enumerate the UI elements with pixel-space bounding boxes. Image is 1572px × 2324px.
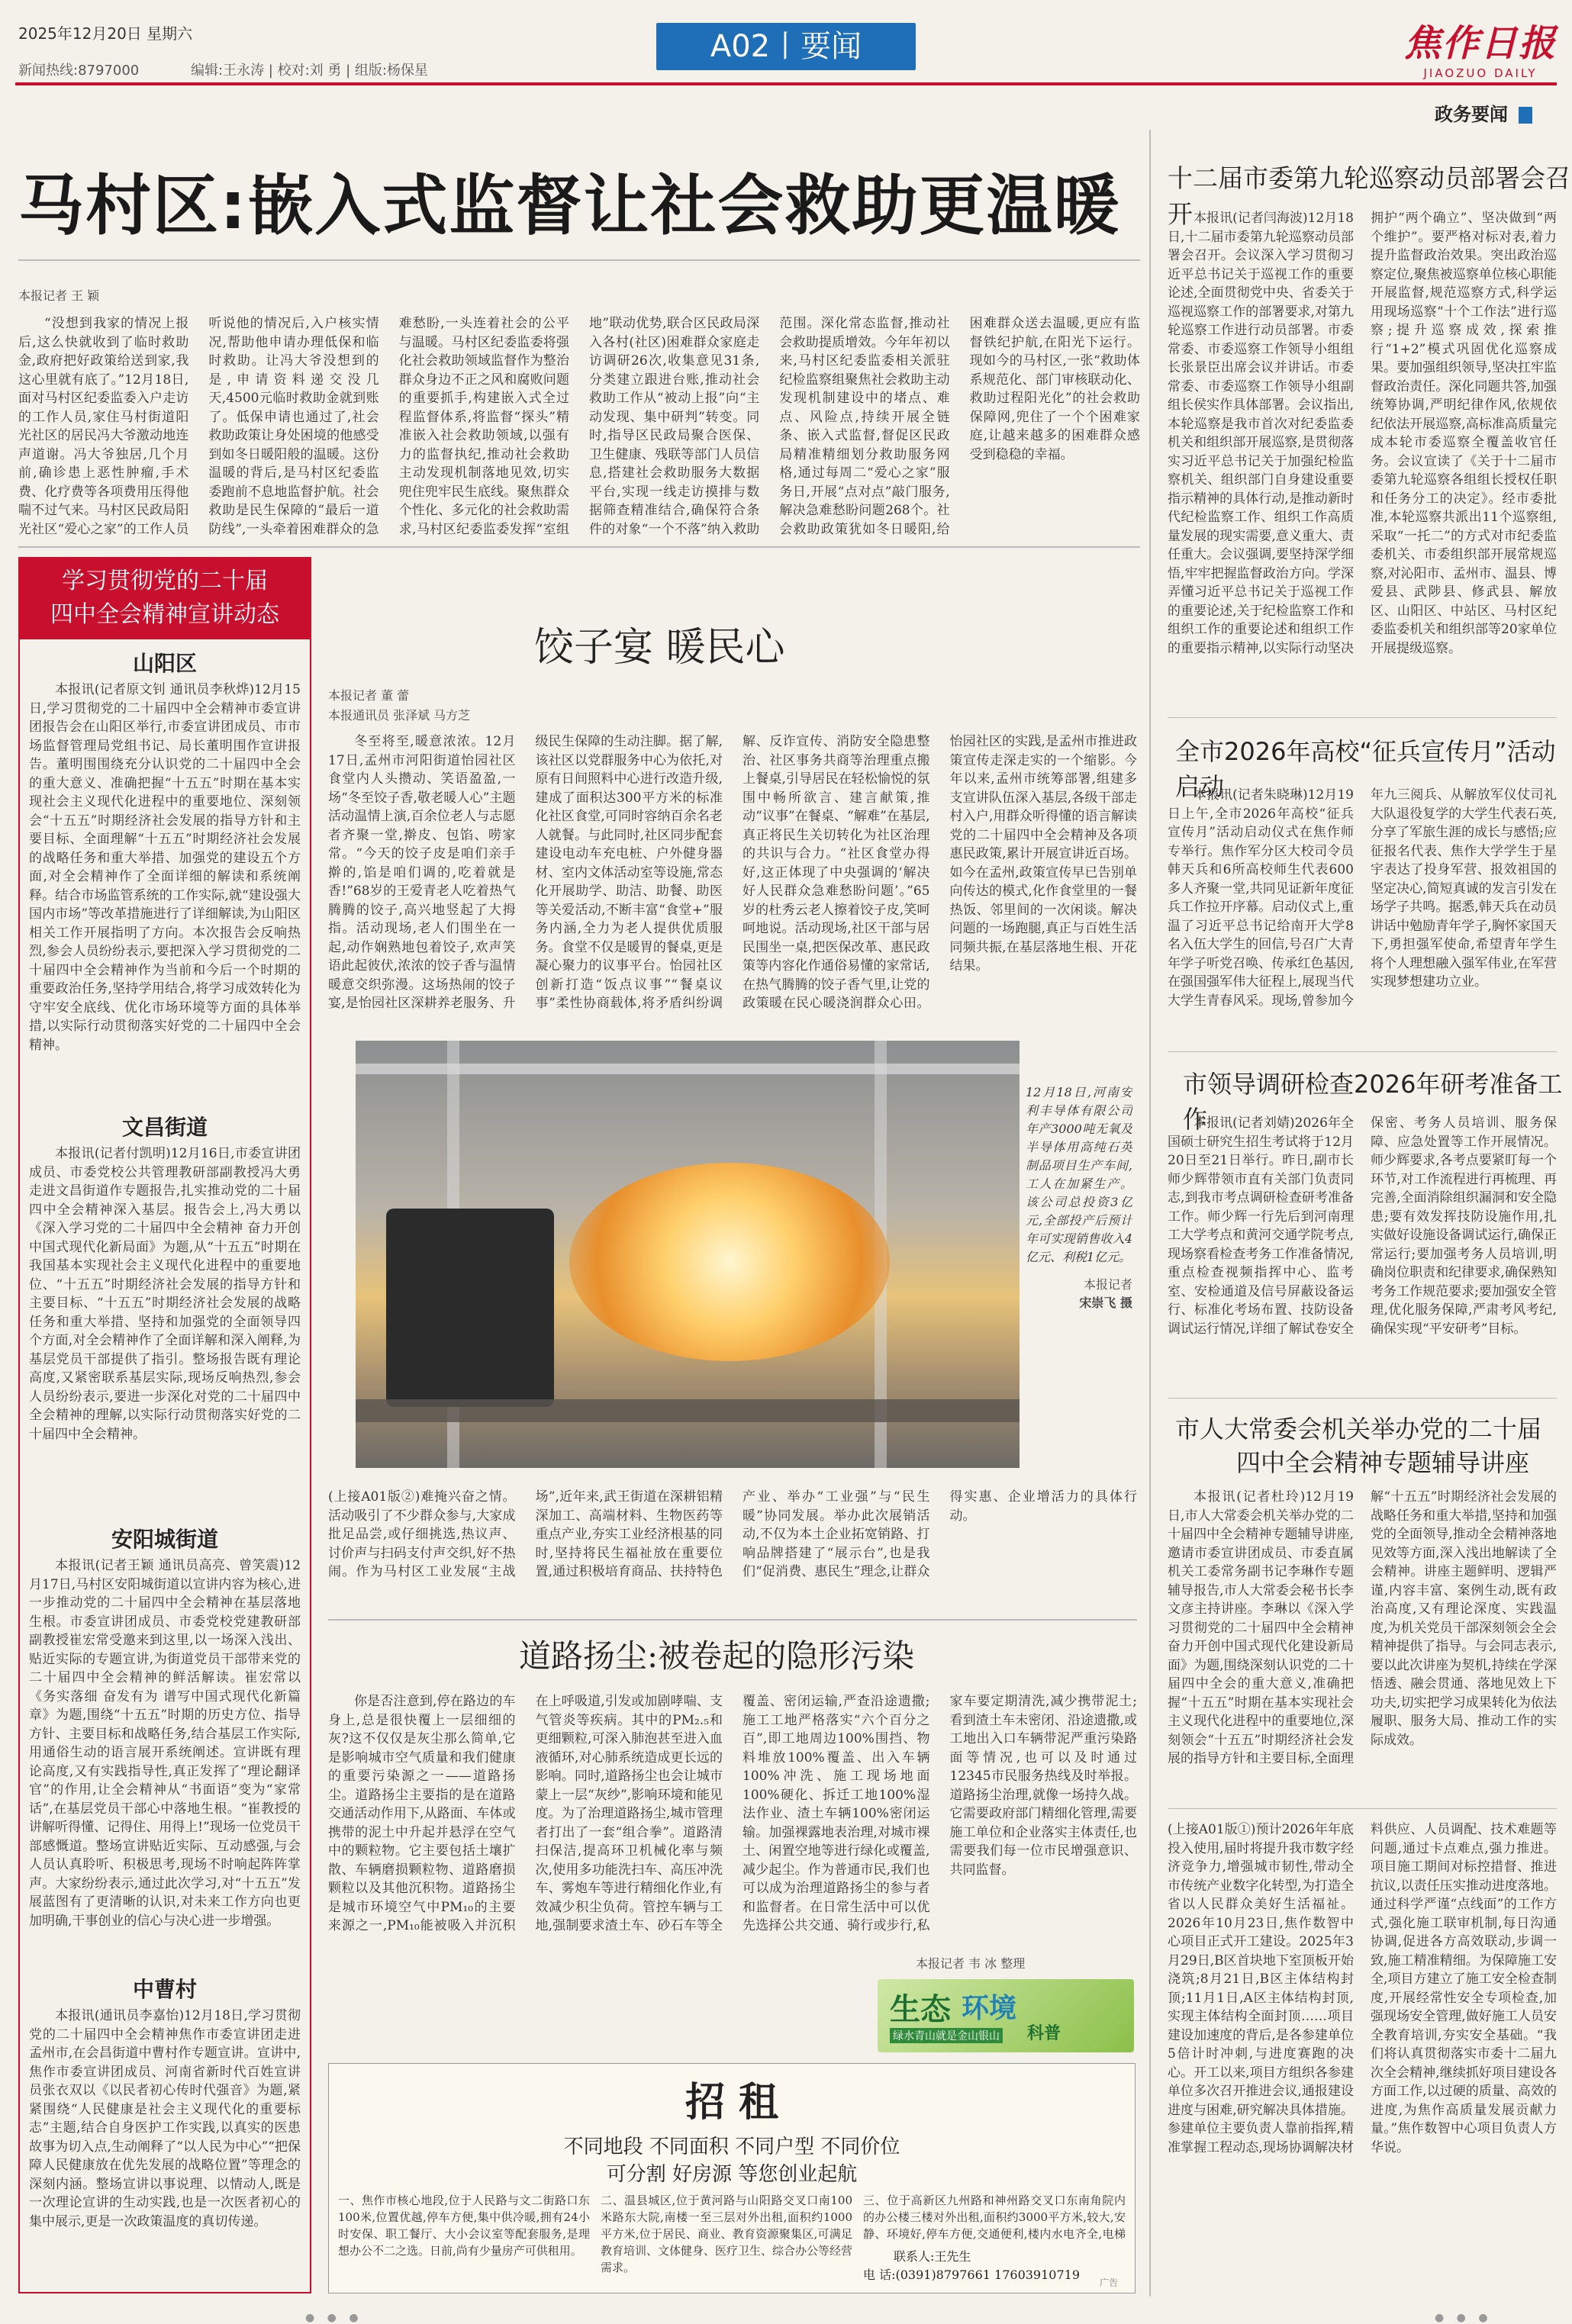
continued2-text: (上接A01版①)预计2026年年底投入使用,届时将提升我市数字经济竞争力,增强城市韧性,带动全市传统产业数字化转型,为打造全省以人民群众美好生活福祉。2026年10月23日,焦作数智中心项目正式开工建设。2025年3月29日,B区首块地下室顶板开始浇筑;8月21日,B区主体结构封顶;11月1日,A区主体结构封顶,实现主体结构全面封顶……项目建设加速度的背后,是各参建单位5倍计时冲刺,与进度赛跑的决心。开工以来,项目方组织各参建单位多次召开推进会议,通报建设进度与困难,研究解决具体措施。参建单位主要负责人靠前指挥,精准掌握工程动态,现场协调解决材料供应、人员调配、技术难题等问题,通过卡点难点,强力推进。项目施工期间对标控措督、推进抗议,以责任压实推动进度落地。通过科学严谨“点线面”的工作方式,强化施工联审机制,每日沟通协调,促进各方高效联动,步调一致,施工精准精细。为保障施工安全,项目方建立了施工安全检查制度,开展经常性安全专项检查,加强现场安全管理,做好施工人员安全教育培训,夯实安全基础。“我们将认真贯彻落实市委十二届九次全会精神,继续抓好项目建设各方面工作,以过硬的质量、高效的进度,为焦作高质量发展贡献力量。”焦作数智中心项目负责人方华说。 — [1168, 1822, 1557, 2155]
dumpling-body — [328, 732, 1137, 1039]
dumpling-byline-1: 本报记者 董 蕾 — [328, 688, 410, 703]
section-tag — [1435, 99, 1532, 126]
ad-slogan2: 可分割 好房源 等您创业起航 — [606, 2163, 858, 2186]
sidebar-head-1: 山阳区 — [132, 651, 197, 676]
dumpling-text: 冬至将至,暖意浓浓。12月17日,孟州市河阳街道怡园社区食堂内人头攒动、笑语盈盈,一场“冬至饺子香,敬老暖人心”主题活动温情上演,百余位老人与志愿者齐聚一堂,擀皮、包馅、唠家常。“今天的饺子皮是咱们亲手擀的,馅是咱们调的,吃着就是香!”68岁的王爱青老人吃着热气腾腾的饺子,高兴地竖起了大拇指。活动现场,老人们围坐在一起,动作娴熟地包着饺子,欢声笑语此起彼伏,浓浓的饺子香与温情暖意交织弥漫。这场热闹的饺子宴,是怡园社区深耕养老服务、升级民生保障的生动注脚。据了解,该社区以党群服务中心为依托,对原有日间照料中心进行改造升级,建成了面积达300平方米的标准化社区食堂,可同时容纳百余名老人就餐。与此同时,社区同步配套建设电动车充电桩、户外健身器材、室内文体活动室等设施,常态化开展助学、助洁、助餐、助医等关爱活动,不断丰富“食堂+”服务内涵,全力为老人提供优质服务。食堂不仅是暖胃的餐桌,更是凝心聚力的议事平台。怡园社区创新打造“饭点议事”“餐桌议事”柔性协商载体,将矛盾纠纷调解、反诈宣传、消防安全隐患整治、社区事务共商等治理重点搬上餐桌,引导居民在轻松愉悦的氛围中畅所欲言、建言献策,推动“议事”在餐桌、“解难”在基层,真正将民生关切转化为社区治理的共识与合力。“社区食堂办得好,这正体现了中央强调的‘解决好人民群众急难愁盼问题’。”65岁的杜秀云老人擦着饺子皮,笑呵呵地说。活动现场,社区干部与居民围坐一桌,把医保改革、惠民政策等内容化作通俗易懂的家常话,在热气腾腾的饺子香气里,让党的政策暖在民心暖浇润群众心田。怡园社区的实践,是孟州市推进政策宣传走深走实的一个缩影。今年以来,孟州市统筹部署,组建多支宣讲队伍深入基层,各级干部走村入户,用群众听得懂的语言解读党的二十届四中全会精神及各项惠民政策,累计开展宣讲近百场。如今在孟州,政策宣传早已告别单向传达的模式,化作食堂里的一餐热饭、邻里间的一次闲谈。解决问题的一场跑腿,真正与百姓生活同频共振,在基层落地生根、开花结果。 — [328, 734, 1137, 1011]
masthead-rule — [15, 82, 1557, 85]
photo-caption: 12月18日,河南安利丰导体有限公司年产3000吨无氧及半导体用高纯石英制品项目生产车间,工人在加紧生产。该公司总投资3亿元,全部投产后预计年可实现销售收入4亿元、利税1亿元。 — [1026, 1085, 1132, 1264]
eco-slogan: 绿水青山就是金山银山 — [890, 2028, 1003, 2043]
sidebar-section-4 — [20, 1968, 310, 2258]
exam-title: 市领导调研检查2026年研考准备工作 — [1183, 1070, 1563, 1134]
page-label — [656, 23, 916, 70]
inspection-title: 十二届市委第九轮巡察动员部署会召开 — [1168, 163, 1570, 229]
ad-phone: 电 话:(0391)8797661 17603910719 — [863, 2268, 1081, 2282]
sidebar-text-4: 本报讯(通讯员李嘉怡)12月18日,学习贯彻党的二十届四中全会精神焦作市委宣讲团走进孟州市,在会昌街道中曹村作专题宣讲。宣讲中,焦作市委宣讲团成员、河南省新时代百姓宣讲员张衣双以《以民者初心传时代强音》为题,紧紧围绕“人民健康是社会主义现代化的重要标志”主题,结合自身医护工作实践,以真实的医患故事为切入点,生动阐释了“以人民为中心”“把保障人民健康放在优先发展的战略位置”等理念的深刻内涵。整场宣讲以事说理、以情动人,既是一次理论宣讲的生动实践,也是一次医者初心的集中展示,更是一次政策温度的真切传递。 — [29, 2008, 301, 2229]
lead-title-rule — [18, 259, 1140, 261]
lead-byline: 本报记者 王 颖 — [18, 288, 100, 303]
exam-text: 本报讯(记者刘婧)2026年全国硕士研究生招生考试将于12月20日至21日举行。昨日,副市长师少辉带领市直有关部门负责同志,到我市考点调研检查研考准备工作。师少辉一行先后到河南理工大学考点和黄河交通学院考点,现场察看检查考务工作准备情况,重点检查视频指挥中心、监考室、安检通道及信号屏蔽设备运行、标准化考场布置、技防设备调试运行情况,详细了解试卷安全保密、考务人员培训、服务保障、应急处置等工作开展情况。师少辉要求,各考点要紧盯每一个环节,对工作流程进行再梳理、再完善,全面消除组织漏洞和安全隐患;要有效发挥技防设施作用,扎实做好设施设备调试运行,确保正常运行;要加强考务人员培训,明确岗位职责和纪律要求,确保熟知考务工作规范要求;要加强安全管理,优化服务保障,严肃考风考纪,确保实现“平安研考”目标。 — [1168, 1115, 1557, 1337]
lead-text: “没想到我家的情况上报后,这么快就收到了临时救助金,政府把好政策给送到家,我这心里就有底了。”12月18日,面对马村区纪委监委入户走访的工作人员,家住马村街道阳光社区的居民冯大爷激动地连声道谢。冯大爷独居,几个月前,确诊患上恶性肿瘤,手术费、化疗费等各项费用压得他喘不过气来。马村区民政局阳光社区“爱心之家”的工作人员听说他的情况后,入户核实情况,帮助他申请办理低保和临时救助。让冯大爷没想到的是,申请资料递交没几天,4500元临时救助金就到账了。低保申请也通过了,社会救助政策让身处困境的他感受到如冬日暖阳般的温暖。这份温暖的背后,是马村区纪委监委跑前不息地监督护航。社会救助是民生保障的“最后一道防线”,一头牵着困难群众的急难愁盼,一头连着社会的公平与温暖。马村区纪委监委将强化社会救助领域监督作为整治群众身边不正之风和腐败问题的重要抓手,构建嵌入式全过程监督体系,将监督“探头”精准嵌入社会救助领域,以强有力的监督执纪,推动社会救助主动发现机制落地见效,切实兜住兜牢民生底线。聚焦群众个性化、多元化的社会救助需求,马村区纪委监委发挥“室组地”联动优势,联合区民政局深入各村(社区)困难群众家庭走访调研26次,收集意见31条,分类建立跟进台账,推动社会救助工作从“被动上报”向“主动发现、集中研判”转变。同时,指导区民政局聚合医保、卫生健康、残联等部门人员信息,搭建社会救助服务大数据平台,实现一线走访摸排与数据筛查精准结合,确保符合条件的对象“一个不落”纳入救助范围。深化常态监督,推动社会救助提质增效。今年年初以来,马村区纪委监委相关派驻纪检监察组聚焦社会救助主动发现机制建设中的堵点、难点、风险点,持续开展全链条、嵌入式监督,督促区民政局精准精细划分救助服务网格,通过每周二“爱心之家”服务日,开展“点对点”敲门服务,解决急难愁盼问题268个。社会救助政策犹如冬日暖阳,给困难群众送去温暖,更应有监督铁纪护航,在阳光下运行。现如今的马村区,一张“救助体系规范化、部门审核联动化、救助过程阳光化”的社会救助保障网,兜住了一个个困难家庭,让越来越多的困难群众感受到稳稳的幸福。 — [18, 316, 1140, 537]
recruit-body — [1168, 786, 1557, 1045]
exam-rule — [1168, 1398, 1557, 1399]
ad-item1: 一、焦作市核心地段,位于人民路与文二街路口东100米,位置优越,停车方便,集中供冷暖,拥有24小时安保、职工餐厅、大小会议室等配套服务,是理想办公不二之选。日前,尚有少量房产可供租用。 — [338, 2194, 590, 2258]
sidebar-title-line1: 学习贯彻党的二十届 — [62, 568, 268, 594]
masthead-hotline: 新闻热线:8797000 — [18, 63, 140, 79]
npc-text: 本报讯(记者杜玲)12月19日,市人大常委会机关举办党的二十届四中全会精神专题辅导讲座,邀请市委宣讲团成员、市委直属机关工委常务副书记李琳作专题辅导报告,市人大常委会秘书长李文彦主持讲座。李琳以《深入学习贯彻党的二十届四中全会精神 奋力开创中国式现代化建设新局面》为题,围绕深刻认识党的二十届四中全会的重大意义,准确把握“十五五”时期在基本实现社会主义现代化进程中的重要地位,深刻领会“十五五”时期经济社会发展的指导方针和主要目标,全面理解“十五五”时期经济社会发展的战略任务和重大举措,坚持和加强党的全面领导,推动全会精神落地见效等方面,深入浅出地解读了全会精神。讲座主题鲜明、逻辑严谨,内容丰富、案例生动,既有政治高度,又有理论深度、实践温度,为机关党员干部深刻领会全会精神提供了指导。与会同志表示,要以此次讲座为契机,持续在学深悟透、融会贯通、落地见效上下功夫,切实把学习成果转化为依法履职、服务大局、推动工作的实际成效。 — [1168, 1489, 1557, 1766]
dust-signature: 本报记者 韦 冰 整理 — [916, 1956, 1026, 1971]
inspection-body — [1168, 209, 1557, 713]
dumpling-byline-2: 本报通讯员 张泽斌 马方芝 — [328, 708, 471, 723]
exam-body — [1168, 1114, 1557, 1392]
sidebar-body-1 — [29, 681, 301, 1106]
factory-photo — [356, 1041, 1020, 1468]
page-label-text: A02丨要闻 — [710, 29, 862, 64]
ad-contact: 联系人:王先生 — [894, 2249, 971, 2264]
dust-body — [328, 1692, 1137, 1952]
sidebar-head-4: 中曹村 — [132, 1977, 197, 2002]
dust-top-rule — [328, 1619, 1137, 1621]
eco-banner — [878, 1979, 1134, 2052]
recruit-title: 全市2026年高校“征兵宣传月”活动启动 — [1175, 737, 1556, 801]
lead-body — [18, 314, 1140, 543]
photo-credit-2: 宋崇飞 摄 — [1079, 1296, 1132, 1310]
inspection-text: 本报讯(记者闫海波)12月18日,十二届市委第九轮巡察动员部署会召开。会议深入学习贯彻习近平总书记关于巡视工作的重要论述,全面贯彻党中央、省委关于巡视巡察工作的部署要求,对第九轮巡察工作进行动员部署。市委常委、市委巡察工作领导小组组长张景臣出席会议并讲话。市委常委、市委巡察工作领导小组副组长侯实作具体部署。会议指出,本轮巡察是我市首次对纪委监委机关和组织部开展巡察,是贯彻落实习近平总书记关于加强纪检监察机关、组织部门自身建设重要指示精神的具体行动,是推动新时代纪检监察工作、组织工作高质量发展的现实需要,意义重大、责任重大。会议强调,要坚持深学细悟,牢牢把握监督政治方向。学深弄懂习近平总书记关于巡视工作的重要论述,关于纪检监察工作和组织工作的重要论述和组织工作的重要指示精神,以实际行动坚决拥护“两个确立”、坚决做到“两个维护”。要严格对标对表,着力提升监督政治效果。突出政治巡察定位,聚焦被巡察单位核心职能开展监督,规范巡察方式,科学运用现场巡察“十个工作法”进行巡察;提升巡察成效,探索推行“1+2”模式巩固优化巡察成果。要加强组织领导,坚决扛牢监督政治责任。深化同题共答,加强统筹协调,严明纪律作风,依规依纪依法开展巡察,高标准高质量完成本轮市委巡察全覆盖收官任务。会议宣读了《关于十二届市委第九轮巡察各组组长授权任职和任务分工的决定》。经市委批准,本轮巡察共派出11个巡察组,采取“一托二”的方式对市纪委监委机关、市委组织部开展常规巡察,对沁阳市、孟州市、温县、博爱县、武陟县、修武县、解放区、山阳区、中站区、马村区纪委监委机关和组织部等20家单位开展提级巡察。 — [1168, 211, 1557, 656]
continued-body — [328, 1488, 1137, 1614]
ad-slogan1: 不同地段 不同面积 不同户型 不同价位 — [563, 2136, 900, 2158]
sidebar-box — [18, 638, 311, 2293]
dumpling-title: 饺子宴 暖民心 — [534, 625, 785, 671]
npc-title-line2: 四中全会精神专题辅导讲座 — [1236, 1448, 1530, 1477]
photo-furnace — [386, 1209, 554, 1407]
logo-text: 焦作日报 — [1404, 22, 1558, 65]
photo-glow — [569, 1163, 890, 1361]
sidebar-section-1 — [20, 639, 310, 1106]
photo-rail — [356, 1399, 1020, 1422]
bottom-dots-right: ● ● ● — [1435, 2312, 1493, 2324]
photo-credit-1: 本报记者 — [1083, 1277, 1132, 1292]
eco-line1: 生态 — [890, 1992, 951, 2027]
npc-title-line1: 市人大常委会机关举办党的二十届 — [1175, 1415, 1542, 1444]
ad-tag: 广告 — [1100, 2277, 1119, 2288]
masthead-staff: 编辑:王永涛 | 校对:刘 勇 | 组版:杨保星 — [191, 63, 428, 79]
inspection-rule — [1168, 717, 1557, 718]
ad-item3: 三、位于高新区九州路和神州路交叉口东南角院内的办公楼三楼对外出租,面积约3000平方米,较大,安静、环境好,停车方便,交通便利,楼内水电齐全,电梯 — [863, 2194, 1126, 2241]
continued2-body — [1168, 1820, 1557, 2289]
section-tag-marker — [1519, 107, 1532, 124]
eco-line3: 科普 — [1027, 2024, 1061, 2043]
section-tag-text: 政务要闻 — [1435, 104, 1508, 125]
photo-caption-box — [1026, 1083, 1132, 1312]
sidebar-head-3: 安阳城街道 — [111, 1527, 218, 1552]
sidebar-text-2: 本报讯(记者付凯明)12月16日,市委宣讲团成员、市委党校公共管理教研部副教授冯大勇走进文昌街道作专题报告,扎实推动党的二十届四中全会精神深入基层。报告会上,冯大勇以《深入学习党的二十届四中全会精神 奋力开创中国式现代化新局面》为题,从“十五五”时期在我国基本实现社会主义现代化进程中的重要地位、“十五五”时期经济社会发展的指导方针和主要目标、“十五五”时期经济社会发展的战略任务和重大举措、坚持和加强党的全面领导四个方面,对全会精神作了全面详解和深入阐释,为基层党员干部提供了指引。整场报告既有理论高度,又紧密联系基层实际,现场反响热烈,参会人员纷纷表示,要进一步深化对党的二十届四中全会精神的理解,以实际行动贯彻落实好党的二十届四中全会精神。 — [29, 1146, 301, 1442]
ad-item2: 二、温县城区,位于黄河路与山阳路交叉口南100米路东大院,南楼一至三层对外出租,面积约1000平方米,位于居民、商业、教育资源聚集区,可满足教育培训、文体健身、医疗卫生、综合办公等经营需求。 — [601, 2194, 852, 2274]
lead-title: 马村区:嵌入式监督让社会救助更温暖 — [18, 168, 1121, 244]
recruit-text: 本报讯(记者朱晓琳)12月19日上午,全市2026年高校“征兵宣传月”活动启动仪式在焦作师专举行。焦作军分区大校司令员韩天兵和6所高校师生代表600多人齐聚一堂,共同见证新年度征兵工作拉开序幕。启动仪式上,重温了习近平总书记给南开大学8名入伍大学生的回信,号召广大青年学子听党召唤、传承红色基因,在强国强军伟大征程上,展现当代大学生青春风采。现场,曾参加今年九三阅兵、从解放军仪仗司礼大队退役复学的大学生代表石英,分享了军旅生涯的成长与感悟;应征报名代表、焦作大学学生于星宇表达了投身军营、报效祖国的坚定决心,简短真诚的发言引发在场学子共鸣。据悉,韩天兵在动员讲话中勉励青年学子,胸怀家国天下,勇担强军使命,希望青年学生将个人理想融入强军伟业,在军营实现梦想建功立业。 — [1168, 787, 1557, 1009]
sidebar-header — [18, 557, 311, 638]
npc-rule — [1168, 1808, 1557, 1809]
sidebar-body-3 — [29, 1556, 301, 1968]
masthead-date: 2025年12月20日 星期六 — [18, 24, 193, 43]
recruit-rule — [1168, 1051, 1557, 1052]
sidebar-section-3 — [20, 1518, 310, 1968]
continued-text: (上接A01版②)难掩兴奋之情。活动吸引了不少群众参与,大家成批足品尝,或仔细挑选,热议声、讨价声与扫码支付声交织,好不热闹。作为马村区工业发展“主战场”,近年来,武王街道在深耕铝精深加工、高端材料、生物医药等重点产业,夯实工业经济根基的同时,坚持将民生福祉放在重要位置,通过积极培育商品、扶持特色产业、举办“工业强”与“民生暖”协同发展。举办此次展销活动,不仅为本土企业拓宽销路、打响品牌搭建了“展示台”,也是我们“促消费、惠民生”理念,让群众得实惠、企业增活力的具体行动。 — [328, 1489, 1137, 1579]
sidebar-body-4 — [29, 2007, 301, 2258]
npc-body — [1168, 1488, 1557, 1801]
logo-en: JIAOZUO DAILY — [1423, 66, 1538, 80]
eco-line2: 环境 — [962, 1993, 1017, 2024]
bottom-dots-left: ● ● ● — [305, 2312, 363, 2324]
sidebar-body-2 — [29, 1144, 301, 1518]
ad-title: 招 租 — [685, 2080, 779, 2126]
sidebar-section-2 — [20, 1106, 310, 1518]
sidebar-text-1: 本报讯(记者原文钊 通讯员李秋烨)12月15日,学习贯彻党的二十届四中全会精神市委宣讲团报告会在山阳区举行,市委宣讲团成员、市市场监督管理局党组书记、局长董明围作宣讲报告。董明围围绕充分认识党的二十届四中全会的重大意义、准确把握“十五五”时期在基本实现社会主义现代化进程中的重要地位、深刻领会“十五五”时期经济社会发展的指导方针和主要目标、全面理解“十五五”时期经济社会发展的战略任务和重大举措、加强党的建设五个方面,对全会精神作了全面详细的解读和系统阐释。结合市场监管系统的工作实际,就“建设强大国内市场”等改革措施进行了详细解读,为山阳区相关工作开展指明了方向。本次报告会反响热烈,参会人员纷纷表示,要把深入学习贯彻党的二十届四中全会精神作为当前和今后一个时期的重要政治任务,坚持学用结合,将学习成效转化为守牢安全底线、优化市场环境等方面的具体举措,以实际行动贯彻落实好党的二十届四中全会精神。 — [29, 682, 301, 1053]
rental-ad — [328, 2063, 1136, 2293]
logo — [1404, 14, 1557, 80]
lead-bottom-rule — [18, 546, 1140, 548]
sidebar-head-2: 文昌街道 — [121, 1115, 208, 1140]
dust-text: 你是否注意到,停在路边的车身上,总是很快覆上一层细细的灰?这不仅仅是灰尘那么简单,它是影响城市空气质量和我们健康的重要污染源之一——道路扬尘。道路扬尘主要指的是在道路交通活动作用下,从路面、车体或携带的泥土中升起并悬浮在空气中的颗粒物。它主要包括土壤扩散、车辆磨损颗粒物、道路磨损颗粒以及其他沉积物。道路扬尘是城市环境空气中PM₁₀的主要来源之一,PM₁₀能被吸入并沉积在上呼吸道,引发或加剧哮喘、支气管炎等疾病。其中的PM₂.₅和更细颗粒,可深入肺泡甚至进入血液循环,对心肺系统造成更长远的影响。同时,道路扬尘也会让城市蒙上一层“灰纱”,影响环境和能见度。为了治理道路扬尘,城市管理者打出了一套“组合拳”。道路清扫保洁,提高环卫机械化率与频次,使用多功能洗扫车、高压冲洗车、雾炮车等进行精细化作业,有效减少积尘负荷。管控车辆与工地,强制要求渣土车、砂石车等全覆盖、密闭运输,严查沿途遗撒;施工工地严格落实“六个百分之百”,即工地周边100%围挡、物料堆放100%覆盖、出入车辆100%冲洗、施工现场地面100%硬化、拆迁工地100%湿法作业、渣土车辆100%密闭运输。加强裸露地表治理,对城市裸土、闲置空地等进行绿化或覆盖,减少起尘。作为普通市民,我们也可以成为治理道路扬尘的参与者和监督者。在日常生活中可以优先选择公共交通、骑行或步行,私家车要定期清洗,减少携带泥土;看到渣土车未密闭、沿途遗撒,或工地出入口车辆带泥严重污染路面等情况,也可以及时通过12345市民服务热线及时举报。道路扬尘治理,就像一场持久战。它需要政府部门精细化管理,需要施工单位和企业落实主体责任,也需要我们每一位市民增强意识、共同监督。 — [328, 1694, 1137, 1933]
dust-title: 道路扬尘:被卷起的隐形污染 — [519, 1637, 915, 1675]
sidebar-text-3: 本报讯(记者王颖 通讯员高亮、曾笑震)12月17日,马村区安阳城街道以宣讲内容为核心,进一步推动党的二十届四中全会精神在基层落地生根。市委宣讲团成员、市委党校党建教研部副教授崔宏常受邀来到这里,以一场深入浅出、贴近实际的专题宣讲,为街道党员干部带来党的二十届四中全会精神的鲜活解读。崔宏常以《务实落细 奋发有为 谱写中国式现代化新篇章》为题,围绕“十五五”时期的历史方位、指导方针、主要目标和战略任务,结合基层工作实际,用通俗生动的语言展开系统阐述。宣讲既有理论高度,又有实践指导性,真正发挥了“理论翻译官”的作用,让全会精神从“书面语”变为“家常话”,在基层党员干部心中落地生根。“崔教授的讲解听得懂、记得住、用得上!”现场一位党员干部感慨道。整场宣讲贴近实际、互动感强,与会人员认真聆听、积极思考,现场不时响起阵阵掌声。大家纷纷表示,通过此次学习,对“十五五”发展蓝图有了更清晰的认识,对未来工作方向也更加明确,干事创业的信心与决心进一步增强。 — [29, 1558, 301, 1929]
right-divider — [1149, 130, 1151, 2297]
sidebar-title-line2: 四中全会精神宣讲动态 — [50, 601, 279, 628]
